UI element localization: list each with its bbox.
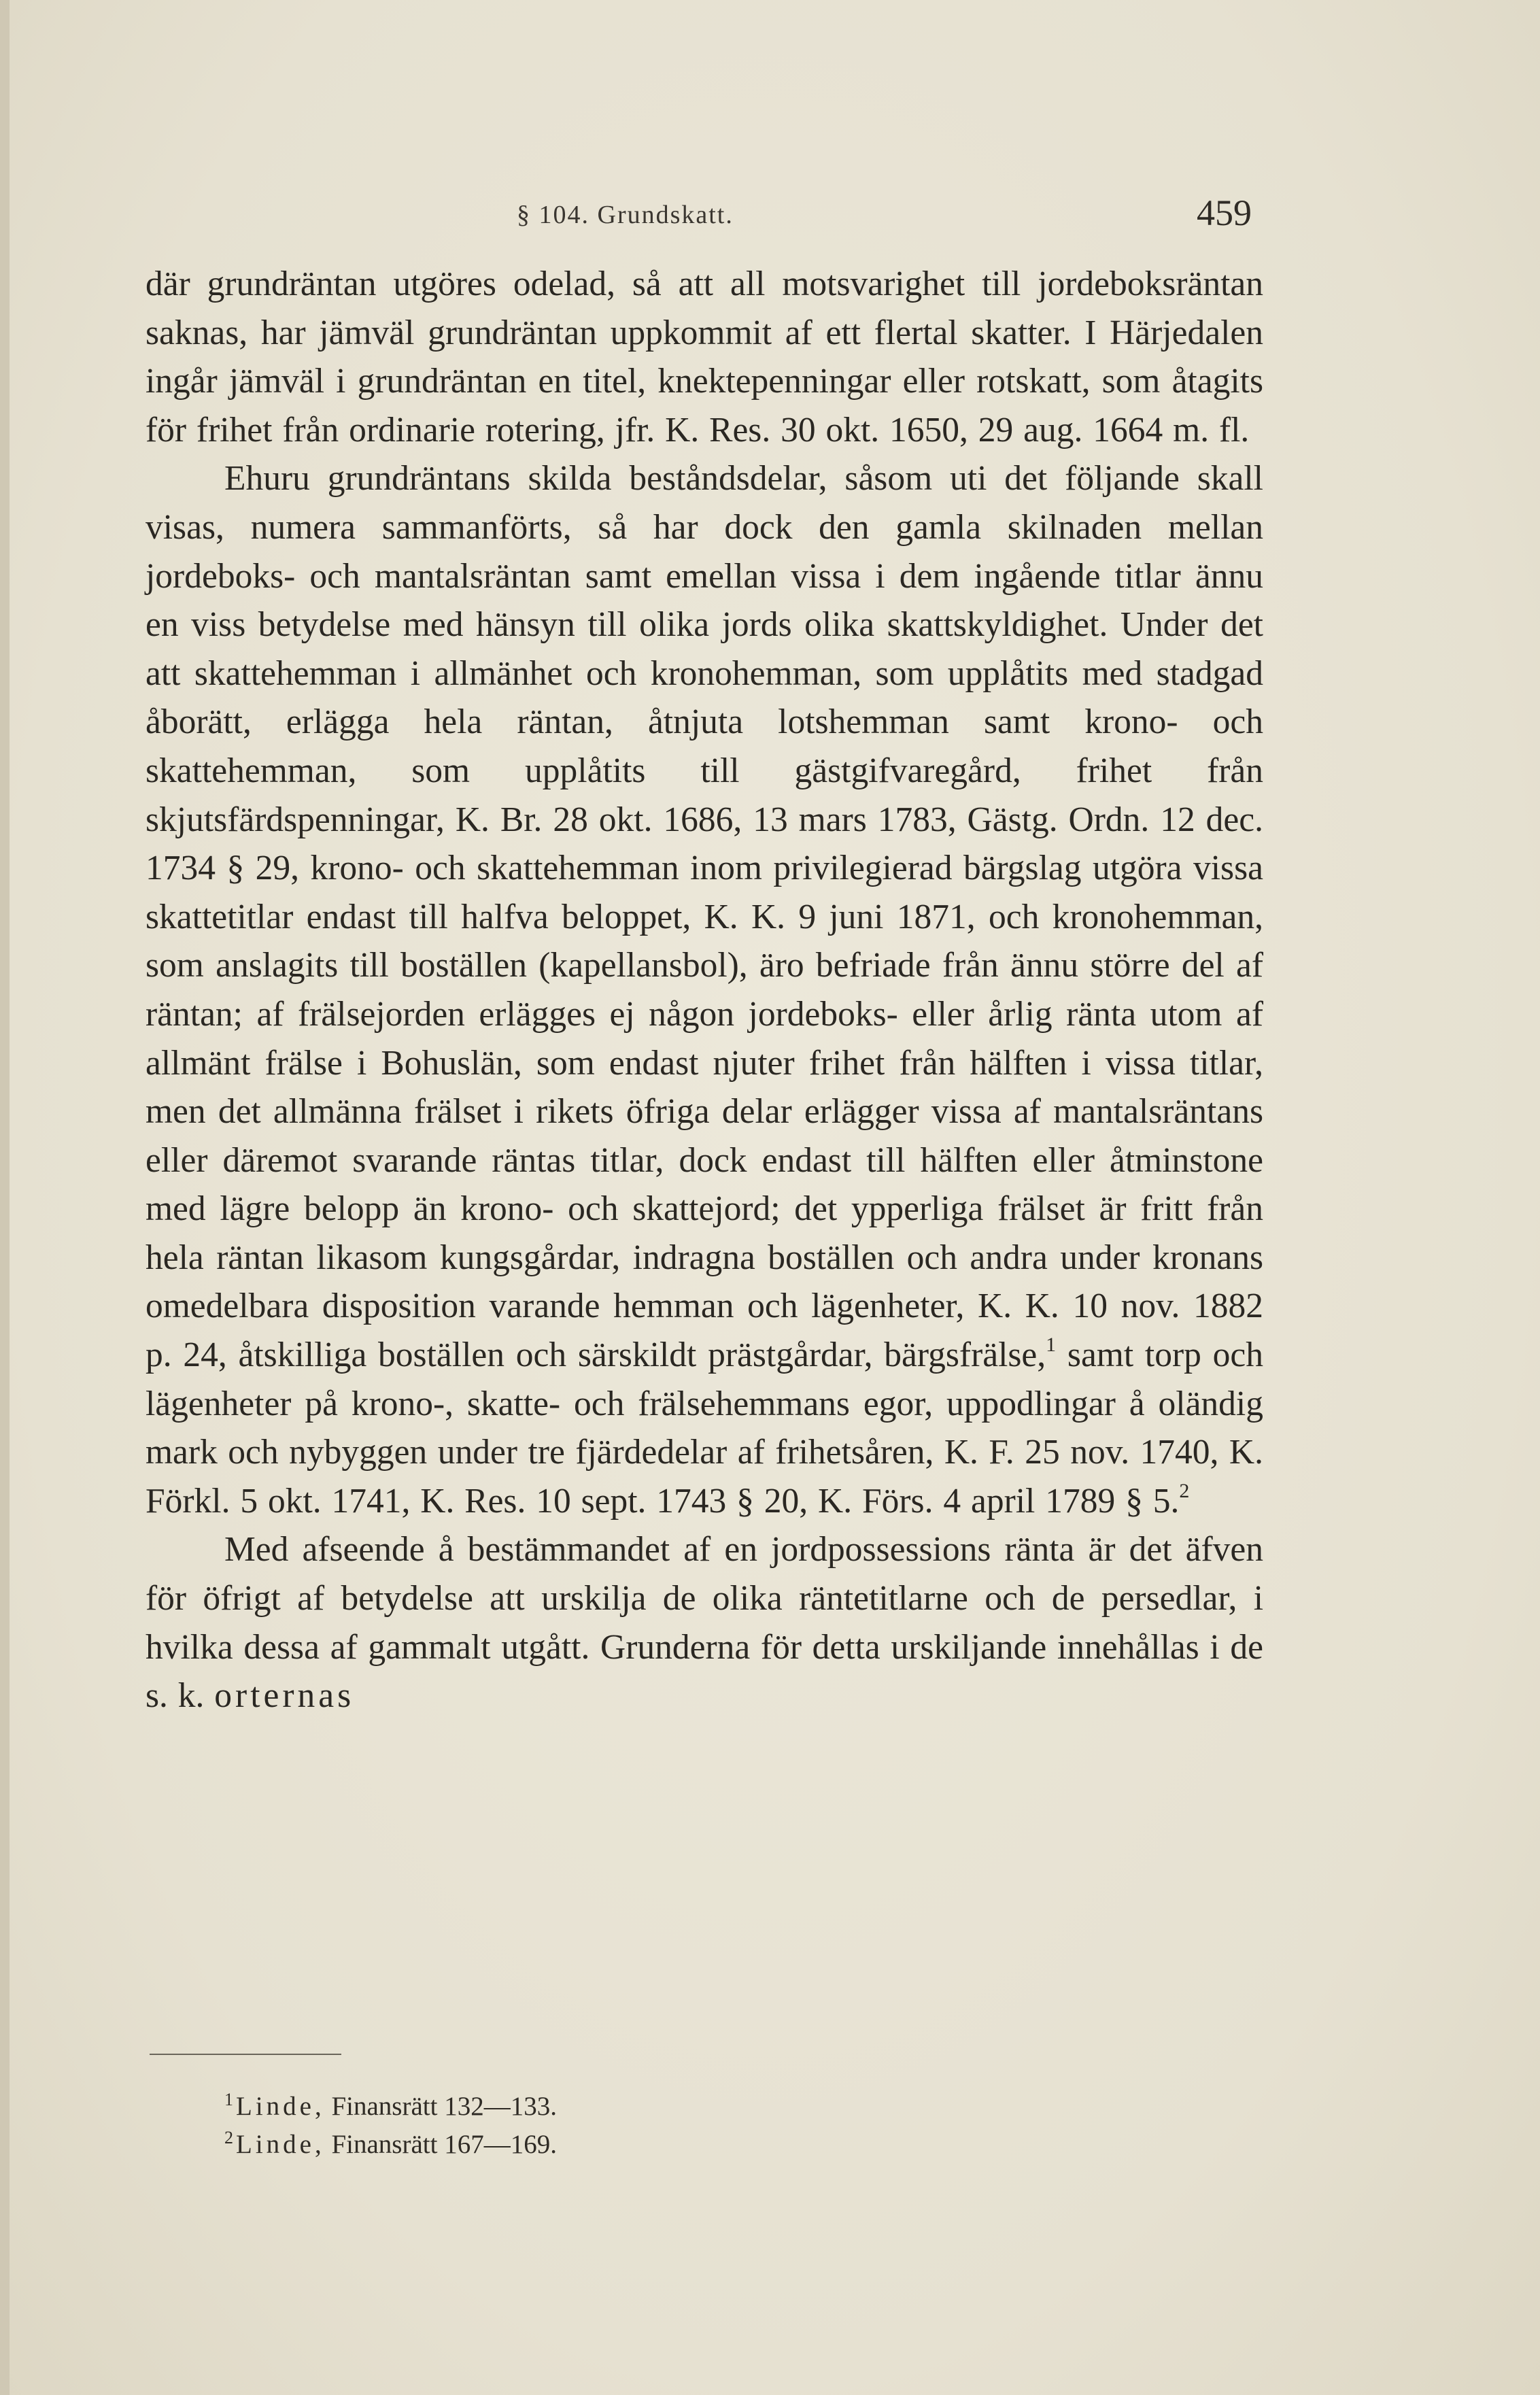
page-number: 459 xyxy=(1197,192,1252,233)
footnote-2-author: Linde, xyxy=(236,2130,325,2159)
footnote-divider xyxy=(150,2054,341,2055)
main-text xyxy=(146,260,1263,1720)
paragraph-1-text: där grundräntan utgöres odelad, så att all motsvarighet till jordeboksräntan saknas, har jämväl grundräntan uppkommit af ett flertal skatter. I Härjedalen ingår jämväl i grundräntan en titel, knektepenningar eller rotskatt, som åtagits för frihet från ordinarie rotering, jfr. K. Res. 30 okt. 1650, 29 aug. 1664 m. fl. xyxy=(146,265,1263,449)
paragraph-3 xyxy=(146,1525,1263,1720)
footnote-1-mark: 1 xyxy=(224,2090,233,2109)
footnote-1-text: Finansrätt 132—133. xyxy=(331,2092,557,2121)
footnotes xyxy=(224,2088,557,2164)
footnote-2 xyxy=(224,2126,557,2164)
footnote-1 xyxy=(224,2088,557,2126)
page-gutter-edge xyxy=(0,0,10,2395)
paragraph-3-text: Med afseende å bestämmandet af en jordpossessions ränta är det äfven för öfrigt af betydelse att urskilja de olika räntetitlarne och de persedlar, i hvilka dessa af gammalt utgått. Grunderna för detta urskiljande innehållas i de s. k. xyxy=(146,1530,1263,1716)
footnote-2-mark: 2 xyxy=(224,2128,233,2147)
running-head: § 104. Grundskatt. xyxy=(517,201,734,229)
paragraph-2 xyxy=(146,454,1263,1525)
footnote-1-author: Linde, xyxy=(236,2092,325,2121)
footnote-ref-2: 2 xyxy=(1179,1479,1190,1502)
footnote-ref-1: 1 xyxy=(1046,1334,1057,1357)
page-header xyxy=(0,192,1540,246)
paragraph-1 xyxy=(146,260,1263,454)
paragraph-2-text-a: Ehuru grundräntans skilda beståndsdelar, såsom uti det följande skall visas, numera sammanförts, så har dock den gamla skilnaden mellan jordeboks- och mantalsräntan samt emellan vissa i dem ingående titlar ännu en viss betydelse med hänsyn till olika jords olika skattskyldighet. Under det att skattehemman i allmänhet och kronohemman, som upplåtits med stadgad åborätt, erlägga hela räntan, åtnjuta lotshemman samt krono- och skattehemman, som upplåtits till gästgifvaregård, frihet från skjutsfärdspenningar, K. Br. 28 okt. 1686, 13 mars 1783, Gästg. Ordn. 12 dec. 1734 § 29, krono- och skattehemman inom privilegierad bärgslag utgöra vissa skattetitlar endast till halfva beloppet, K. K. 9 juni 1871, och kronohemman, som anslagits till boställen (kapellansbol), äro befriade från ännu större del af räntan; af frälsejorden erlägges ej någon jordeboks- eller årlig ränta utom af allmänt frälse i Bohuslän, som endast njuter frihet från hälften i vissa titlar, men det allmänna frälset i rikets öfriga delar erlägger vissa af mantalsräntans eller däremot svarande räntas titlar, dock endast till hälften eller åtminstone med lägre belopp än krono- och skattejord; det ypperliga frälset är fritt från hela räntan likasom kungsgårdar, indragna boställen och andra under kronans omedelbara disposition varande hemman och lägenheter, K. K. 10 nov. 1882 p. 24, åtskilliga boställen och särskildt prästgårdar, bärgsfrälse, xyxy=(146,459,1263,1375)
paragraph-3-spaced-word: orternas xyxy=(214,1676,355,1716)
paragraph-2-text-b: samt torp och lägenheter på krono-, skatte- och frälsehemmans egor, uppodlingar å oländig mark och nybyggen under tre fjärdedelar af frihetsåren, K. F. 25 nov. 1740, K. Förkl. 5 okt. 1741, K. Res. 10 sept. 1743 § 20, K. Förs. 4 april 1789 § 5. xyxy=(146,1336,1263,1521)
footnote-2-text: Finansrätt 167—169. xyxy=(331,2130,557,2159)
